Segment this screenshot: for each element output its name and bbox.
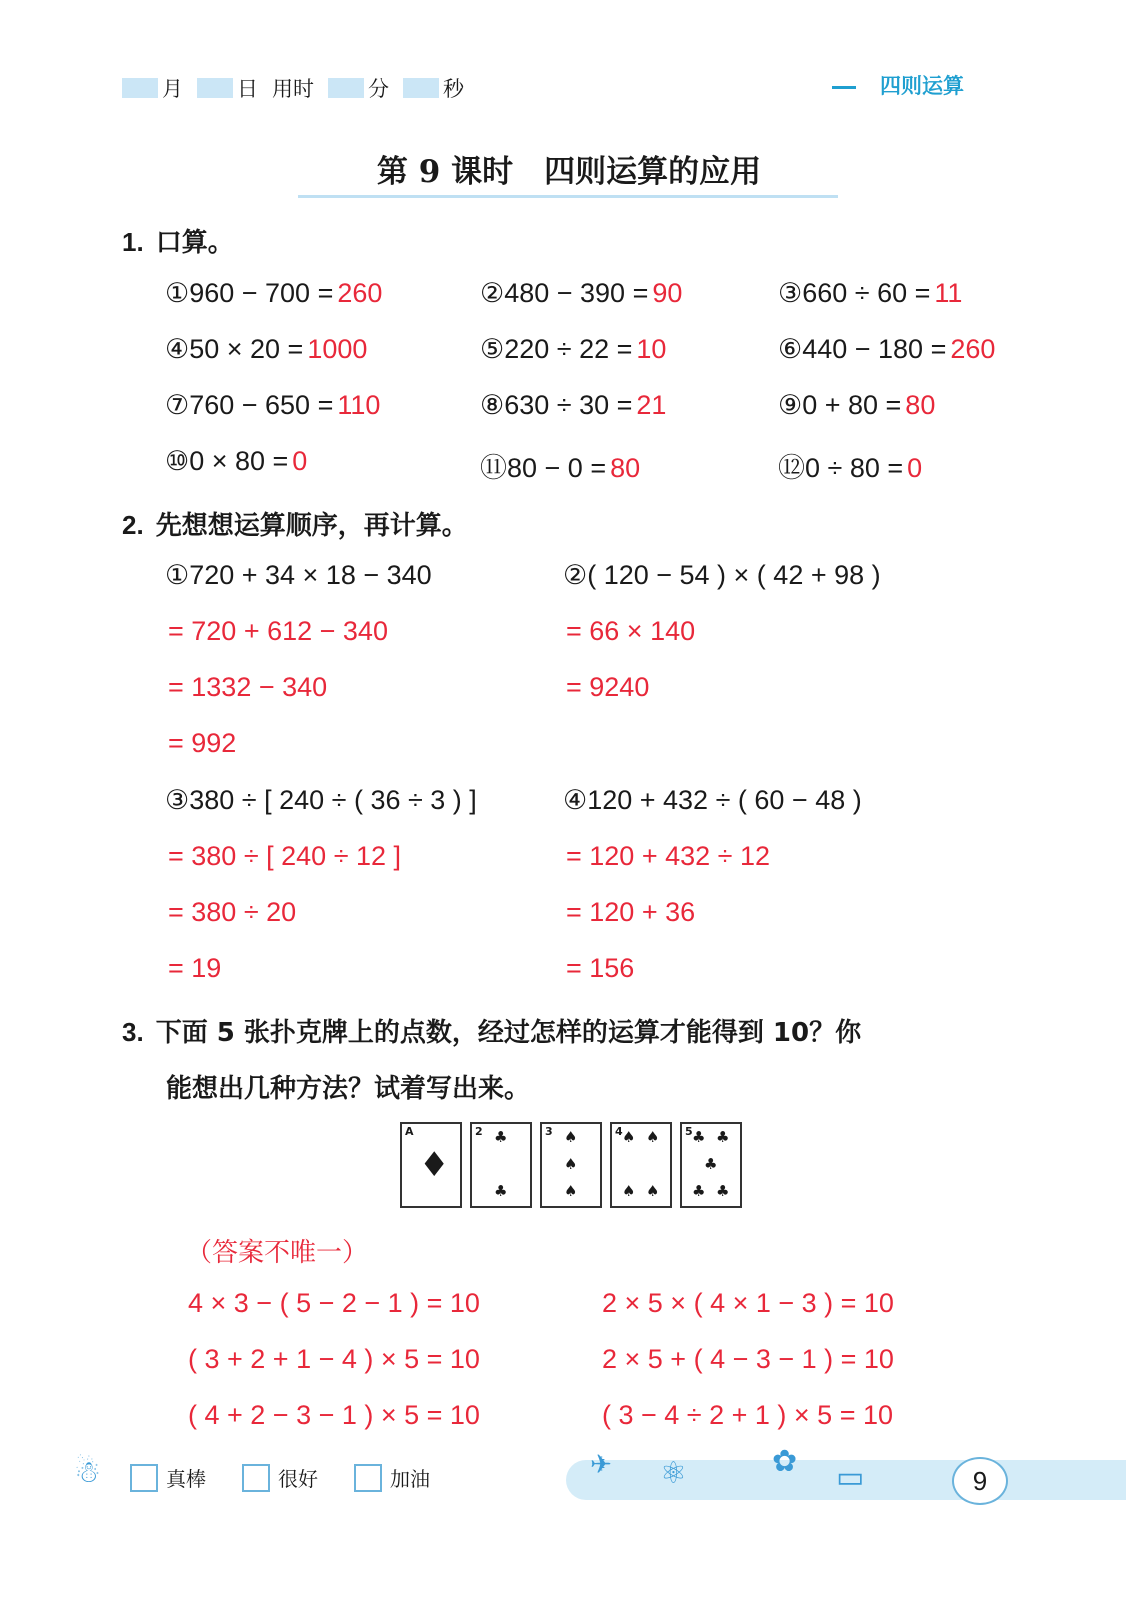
q1-item (165, 390, 380, 421)
day-blank[interactable] (197, 78, 233, 98)
card-rank: 3 (545, 1125, 553, 1138)
q2-p2-step: = 9240 (566, 672, 650, 702)
card-suit-icon: ♠ (646, 1128, 660, 1146)
q1-item (165, 446, 307, 477)
q3-answer: 2 × 5 + ( 4 − 3 − 1 ) = 10 (602, 1344, 894, 1374)
minute-blank[interactable] (328, 78, 364, 98)
card-suit-icon: ♠ (564, 1128, 578, 1146)
q3-answer: ( 3 + 2 + 1 − 4 ) × 5 = 10 (188, 1344, 480, 1374)
q2-p3-step: = 380 ÷ 20 (168, 897, 297, 927)
card-suit-icon: ♣ (494, 1182, 508, 1200)
card-suit-icon: ♣ (704, 1155, 718, 1173)
q3-answer: 2 × 5 × ( 4 × 1 − 3 ) = 10 (602, 1288, 894, 1318)
q1-item (480, 390, 666, 421)
q2-p2-question: ②( 120 − 54 ) × ( 42 + 98 ) (563, 560, 881, 590)
q1-answer: 110 (337, 390, 381, 420)
q1-number: 1. (122, 227, 144, 257)
bus-icon: ▭ (836, 1460, 865, 1495)
atom-icon: ⚛ (660, 1456, 687, 1491)
q1-item (778, 334, 995, 365)
dash-icon (832, 86, 856, 89)
poker-card (680, 1122, 742, 1208)
day-label: 日 (237, 77, 258, 101)
q1-answer: 0 (292, 446, 308, 476)
q1-answer: 11 (934, 278, 963, 308)
q2-p3-step: = 380 ÷ [ 240 ÷ 12 ] (168, 841, 402, 871)
q1-answer: 21 (636, 390, 667, 420)
card-rank: 2 (475, 1125, 483, 1138)
q1-question: ⑪80 − 0 = (480, 453, 607, 483)
q3-note: （答案不唯一） (186, 1237, 369, 1267)
card-suit-icon: ♣ (716, 1128, 730, 1146)
q1-item (480, 278, 682, 309)
q3-number: 3. (122, 1017, 144, 1047)
poker-cards (400, 1122, 742, 1208)
q2-p1-step: = 992 (168, 728, 237, 758)
q2-p4-step: = 156 (566, 953, 635, 983)
q2-p1-question: ①720 + 34 × 18 − 340 (165, 560, 432, 590)
card-suit-icon: ♣ (494, 1128, 508, 1146)
q1-title (122, 222, 234, 259)
q2-p4-step: = 120 + 432 ÷ 12 (566, 841, 770, 871)
checkbox[interactable] (354, 1464, 382, 1492)
q3-answer: 4 × 3 − ( 5 − 2 − 1 ) = 10 (188, 1288, 480, 1318)
lesson-title: 第 9 课时 四则运算的应用 (376, 154, 762, 190)
q1-answer: 80 (610, 453, 641, 483)
card-rank: A (405, 1125, 414, 1138)
poker-card (470, 1122, 532, 1208)
q1-answer: 0 (907, 453, 923, 483)
mascot-icon: ☃ (74, 1455, 101, 1490)
rating-label: 很好 (278, 1467, 318, 1491)
rating-keep-going[interactable] (354, 1463, 430, 1492)
q1-item (165, 334, 367, 365)
poker-card (400, 1122, 462, 1208)
q3-title (122, 1012, 861, 1049)
rating-great[interactable] (130, 1463, 206, 1492)
q1-answer: 80 (905, 390, 936, 420)
q3-answer: ( 3 − 4 ÷ 2 + 1 ) × 5 = 10 (602, 1400, 894, 1430)
q1-question: ⑨0 + 80 = (778, 390, 902, 420)
card-suit-icon: ♣ (692, 1128, 706, 1146)
card-suit-icon: ♠ (646, 1182, 660, 1200)
q3-line2: 能想出几种方法？试着写出来。 (166, 1074, 531, 1104)
q1-item (165, 278, 382, 309)
q2-p4-step: = 120 + 36 (566, 897, 696, 927)
card-rank: 5 (685, 1125, 693, 1138)
q1-answer: 260 (337, 278, 383, 308)
q2-title-text: 先想想运算顺序，再计算。 (155, 511, 468, 541)
q1-item (778, 390, 935, 421)
time-used-label: 用时 (272, 77, 314, 101)
card-suit-icon: ♣ (692, 1182, 706, 1200)
checkbox[interactable] (242, 1464, 270, 1492)
q1-item (480, 446, 640, 485)
checkbox[interactable] (130, 1464, 158, 1492)
rating-label: 真棒 (166, 1467, 206, 1491)
q1-question: ⑤220 ÷ 22 = (480, 334, 633, 364)
card-suit-icon: ♠ (564, 1155, 578, 1173)
plant-icon: ✿ (772, 1444, 798, 1479)
q1-question: ⑦760 − 650 = (165, 390, 334, 420)
q1-question: ②480 − 390 = (480, 278, 649, 308)
card-suit-icon: ♠ (622, 1128, 636, 1146)
q2-number: 2. (122, 510, 144, 540)
rating-good[interactable] (242, 1463, 318, 1492)
q1-answer: 10 (636, 334, 667, 364)
q1-answer: 90 (652, 278, 683, 308)
page-number: 9 (952, 1457, 1008, 1505)
month-label: 月 (162, 77, 183, 101)
q1-question: ⑧630 ÷ 30 = (480, 390, 633, 420)
card-suit-icon: ♦ (419, 1145, 450, 1185)
second-label: 秒 (443, 77, 464, 101)
q1-answer: 260 (950, 334, 996, 364)
q1-answer: 1000 (307, 334, 368, 364)
q2-p1-step: = 1332 − 340 (168, 672, 328, 702)
q1-item (480, 334, 666, 365)
q1-question: ⑩0 × 80 = (165, 446, 289, 476)
q1-question: ⑫0 ÷ 80 = (778, 453, 904, 483)
q2-p3-step: = 19 (168, 953, 222, 983)
q2-title (122, 505, 468, 542)
q1-question: ⑥440 − 180 = (778, 334, 947, 364)
card-suit-icon: ♠ (622, 1182, 636, 1200)
q1-question: ③660 ÷ 60 = (778, 278, 931, 308)
minute-label: 分 (368, 77, 389, 101)
unit-title (832, 70, 964, 100)
date-time-header (122, 70, 478, 106)
rating-label: 加油 (390, 1467, 430, 1491)
q1-item (778, 446, 922, 485)
q2-p3-question: ③380 ÷ [ 240 ÷ ( 36 ÷ 3 ) ] (165, 785, 477, 815)
second-blank[interactable] (403, 78, 439, 98)
q2-p4-question: ④120 + 432 ÷ ( 60 − 48 ) (563, 785, 862, 815)
q2-p2-step: = 66 × 140 (566, 616, 696, 646)
q1-question: ①960 − 700 = (165, 278, 334, 308)
card-suit-icon: ♣ (716, 1182, 730, 1200)
card-suit-icon: ♠ (564, 1182, 578, 1200)
card-rank: 4 (615, 1125, 623, 1138)
bird-icon: ✈ (590, 1450, 612, 1480)
unit-title-text: 四则运算 (880, 74, 964, 98)
q2-p1-step: = 720 + 612 − 340 (168, 616, 388, 646)
q1-question: ④50 × 20 = (165, 334, 304, 364)
q3-answer: ( 4 + 2 − 3 − 1 ) × 5 = 10 (188, 1400, 480, 1430)
q1-title-text: 口算。 (155, 228, 234, 258)
poker-card (540, 1122, 602, 1208)
month-blank[interactable] (122, 78, 158, 98)
title-underline (298, 195, 838, 198)
poker-card (610, 1122, 672, 1208)
q3-line1: 下面 5 张扑克牌上的点数，经过怎样的运算才能得到 10？你 (155, 1018, 862, 1048)
q1-item (778, 278, 962, 309)
